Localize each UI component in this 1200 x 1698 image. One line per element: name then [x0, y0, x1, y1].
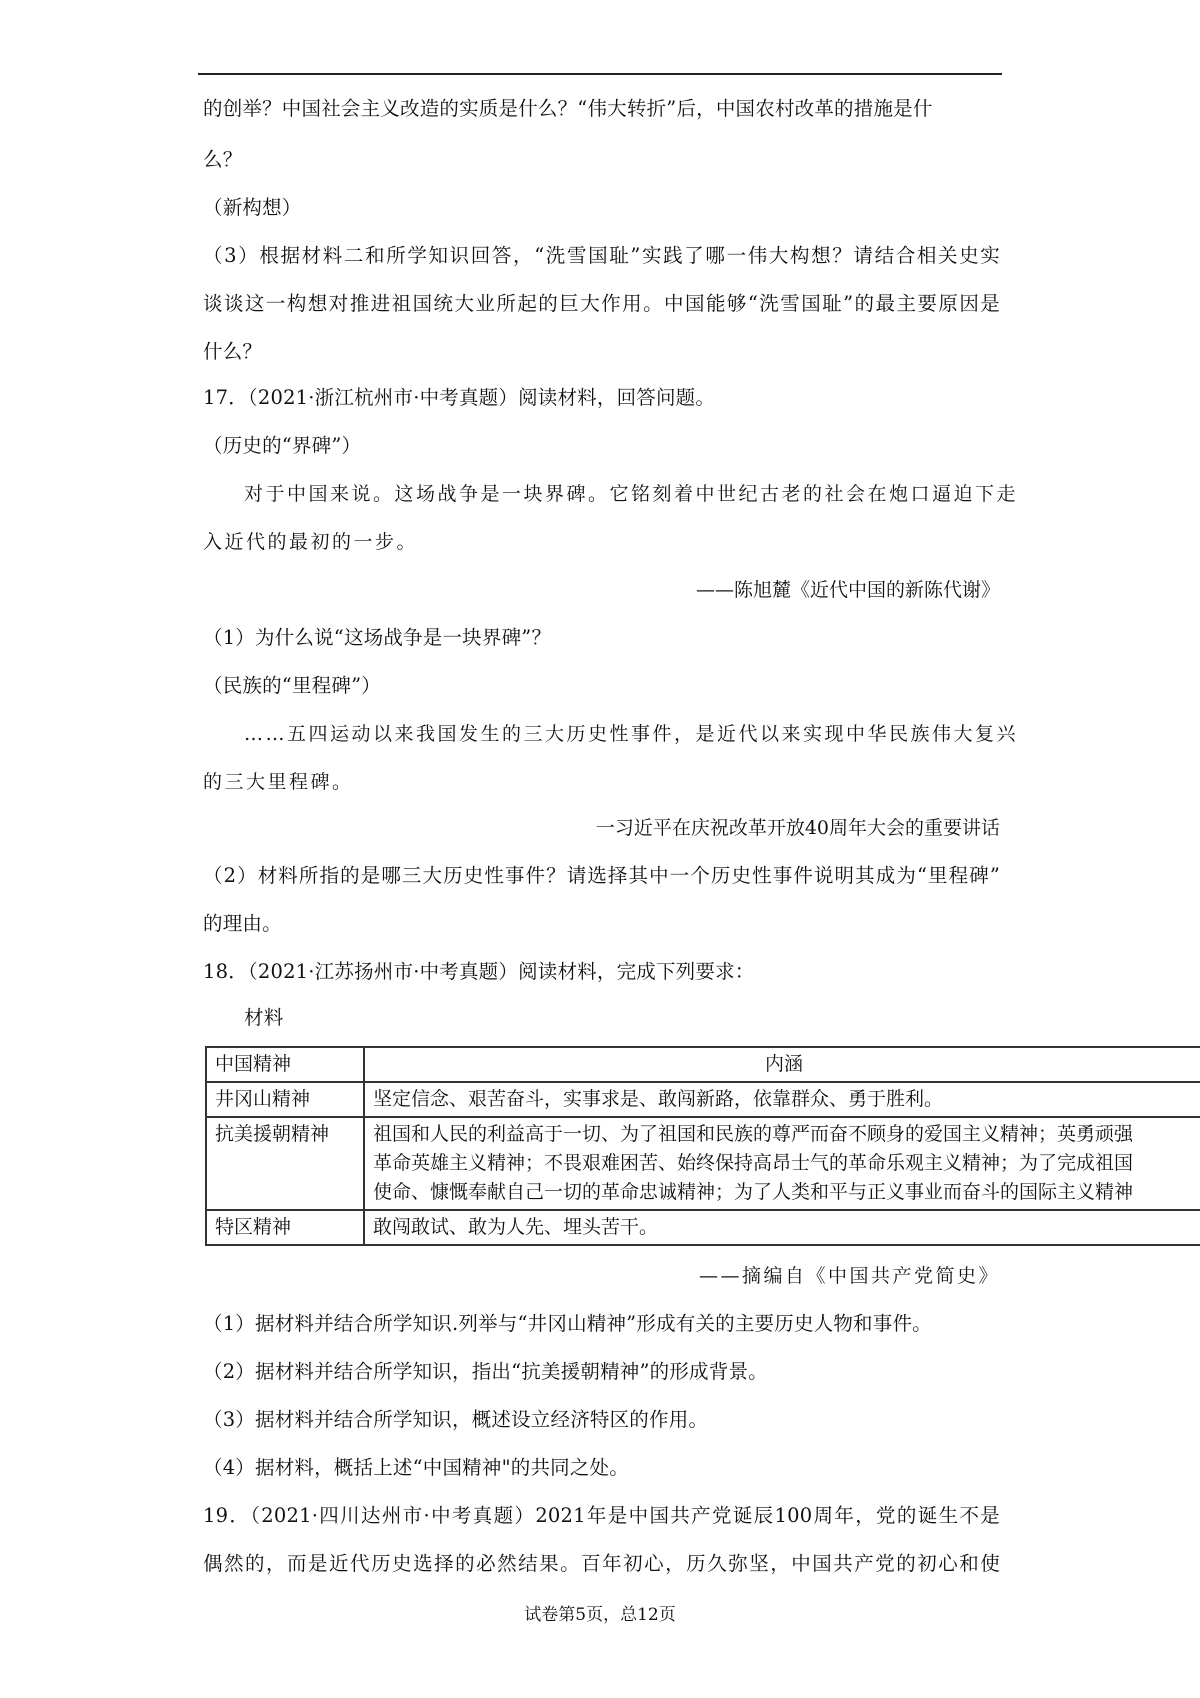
table-row: [206, 1117, 1200, 1210]
section-heading-new-concept: （新构想）: [203, 196, 302, 219]
table-header-meaning: 内涵: [364, 1047, 1200, 1082]
q16-continued-line: 的创举？中国社会主义改造的实质是什么？“伟大转折”后，中国农村改革的措施是什: [203, 97, 933, 120]
q17-part2-line: （2）材料所指的是哪三大历史性事件？请选择其中一个历史性事件说明其成为“里程碑”: [203, 864, 1000, 887]
table-header-spirit: 中国精神: [206, 1047, 364, 1082]
q18-part2: （2）据材料并结合所学知识，指出“抗美援朝精神”的形成背景。: [203, 1360, 768, 1383]
q18-material-source: ——摘编自《中国共产党简史》: [698, 1265, 1000, 1287]
q16-part3-line: 谈谈这一构想对推进祖国统大业所起的巨大作用。中国能够“洗雪国耻”的最主要原因是: [203, 292, 1000, 315]
q17-quote2-line: ……五四运动以来我国发生的三大历史性事件，是近代以来实现中华民族伟大复兴: [244, 723, 1019, 745]
q17-quote-line: 入近代的最初的一步。: [203, 531, 419, 553]
q18-stem: 18．（2021·江苏扬州市·中考真题）阅读材料，完成下列要求：: [203, 960, 755, 983]
spirit-name: 特区精神: [206, 1210, 364, 1245]
spirit-meaning: [364, 1210, 1200, 1245]
q16-part3-line: （3）根据材料二和所学知识回答，“洗雪国耻”实践了哪一伟大构想？请结合相关史实: [203, 244, 1000, 267]
spirit-meaning-line: 坚定信念、艰苦奋斗，实事求是、敢闯新路，依靠群众、勇于胜利。: [373, 1088, 944, 1110]
spirit-meaning-line: 敢闯敢试、敢为人先、埋头苦干。: [373, 1216, 659, 1238]
table-row: [206, 1082, 1200, 1117]
q17-stem: 17．（2021·浙江杭州市·中考真题）阅读材料，回答问题。: [203, 386, 716, 409]
q19-stem-line: 偶然的，而是近代历史选择的必然结果。百年初心，历久弥坚，中国共产党的初心和使: [203, 1552, 1000, 1575]
table-row: [206, 1210, 1200, 1245]
q18-part3: （3）据材料并结合所学知识，概述设立经济特区的作用。: [203, 1408, 709, 1431]
spirit-meaning: [364, 1082, 1200, 1117]
table-header-row: [206, 1047, 1200, 1082]
section-heading-boundary-marker: （历史的“界碑”）: [203, 434, 362, 457]
spirit-meaning-line: 使命、慷慨奉献自己一切的革命忠诚精神；为了人类和平与正义事业而奋斗的国际主义精神: [373, 1181, 1134, 1203]
q16-continued-line: 么？: [203, 148, 243, 171]
q16-part3-line: 什么？: [203, 340, 263, 363]
q19-stem-line: 19．（2021·四川达州市·中考真题）2021年是中国共产党诞辰100周年，党的诞生不是: [203, 1504, 1000, 1527]
q17-quote2-line: 的三大里程碑。: [203, 771, 354, 793]
spirit-name: 抗美援朝精神: [206, 1117, 364, 1210]
q17-part1: （1）为什么说“这场战争是一块界碑”？: [203, 626, 552, 649]
china-spirit-table: [205, 1046, 1200, 1246]
page-footer: 试卷第5页，总12页: [524, 1605, 676, 1625]
q18-part4: （4）据材料，概括上述“中国精神"的共同之处。: [203, 1456, 629, 1479]
q18-part1: （1）据材料并结合所学知识.列举与“井冈山精神”形成有关的主要历史人物和事件。: [203, 1312, 932, 1335]
spirit-meaning-line: 祖国和人民的利益高于一切、为了祖国和民族的尊严而奋不顾身的爱国主义精神；英勇顽强: [373, 1123, 1134, 1145]
q17-quote-line: 对于中国来说。这场战争是一块界碑。它铭刻着中世纪古老的社会在炮口逼迫下走: [244, 483, 1019, 505]
spirit-name: 井冈山精神: [206, 1082, 364, 1117]
q18-material-label: 材料: [244, 1006, 284, 1029]
section-heading-milestone: （民族的“里程碑”）: [203, 674, 381, 697]
q17-quote2-source: 一习近平在庆祝改革开放40周年大会的重要讲话: [595, 817, 1000, 839]
q17-part2-line: 的理由。: [203, 912, 282, 935]
q17-quote-source: ——陈旭麓《近代中国的新陈代谢》: [695, 579, 1000, 601]
spirit-meaning-line: 革命英雄主义精神；不畏艰难困苦、始终保持高昂士气的革命乐观主义精神；为了完成祖国: [373, 1152, 1134, 1174]
spirit-meaning: [364, 1117, 1200, 1210]
header-rule: [198, 73, 1002, 75]
